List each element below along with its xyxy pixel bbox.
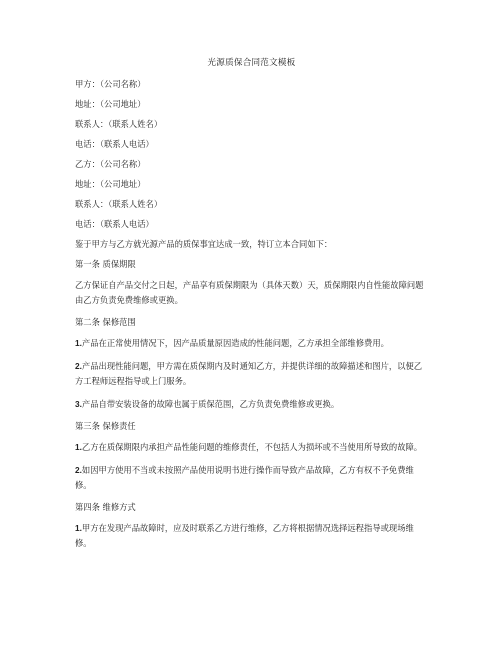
item-text: 如因甲方使用不当或未按照产品使用说明书进行操作而导致产品故障，乙方有权不予免费维修。	[75, 465, 414, 490]
item-number: 3.	[75, 399, 82, 409]
item-text: 甲方在发现产品故障时，应及时联系乙方进行维修，乙方将根据情况选择远程指导或现场维修。	[75, 523, 414, 548]
item-number: 1.	[75, 523, 82, 533]
item-text: 产品在正常使用情况下，因产品质量原因造成的性能问题，乙方承担全部维修费用。	[81, 338, 389, 348]
item-number: 1.	[75, 442, 82, 452]
article-3-heading: 第三条 保修责任	[75, 421, 136, 431]
item-number: 1.	[75, 338, 82, 348]
party-a-name: 甲方：（公司名称）	[75, 79, 146, 89]
item-number: 2.	[75, 361, 82, 371]
party-a-contact: 联系人：（联系人姓名）	[75, 119, 163, 129]
document-title: 光源质保合同范文模板	[207, 58, 296, 68]
article-2-item	[75, 336, 428, 351]
article-2-item	[75, 397, 428, 412]
party-b-phone: 电话：（联系人电话）	[75, 219, 154, 229]
article-1-heading: 第一条 质保期限	[75, 259, 136, 269]
item-number: 2.	[75, 465, 82, 475]
article-3-item	[75, 463, 428, 493]
article-1-body: 乙方保证自产品交付之日起，产品享有质保期限为（具体天数）天，质保期限内自性能故障问题由乙方负责免费维修或更换。	[75, 280, 424, 305]
item-text: 产品出现性能问题，甲方需在质保期内及时通知乙方，并提供详细的故障描述和图片，以便乙方工程师远程指导或上门服务。	[75, 361, 423, 386]
party-b-address: 地址：（公司地址）	[75, 179, 146, 189]
article-4-item	[75, 521, 428, 551]
party-a-phone: 电话：（联系人电话）	[75, 139, 154, 149]
party-b-name: 乙方：（公司名称）	[75, 159, 146, 169]
article-2-item	[75, 359, 428, 389]
item-text: 乙方在质保期限内承担产品性能问题的维修责任，不包括人为损坏或不当使用所导致的故障。	[81, 442, 423, 452]
article-2-heading: 第二条 保修范围	[75, 317, 136, 327]
article-3-item	[75, 440, 428, 455]
preamble: 鉴于甲方与乙方就光源产品的质保事宜达成一致，特订立本合同如下：	[75, 239, 333, 249]
article-4-heading: 第四条 维修方式	[75, 502, 136, 512]
item-text: 产品自带安装设备的故障也属于质保范围，乙方负责免费维修或更换。	[81, 399, 340, 409]
party-a-address: 地址：（公司地址）	[75, 99, 146, 109]
party-b-contact: 联系人：（联系人姓名）	[75, 199, 163, 209]
